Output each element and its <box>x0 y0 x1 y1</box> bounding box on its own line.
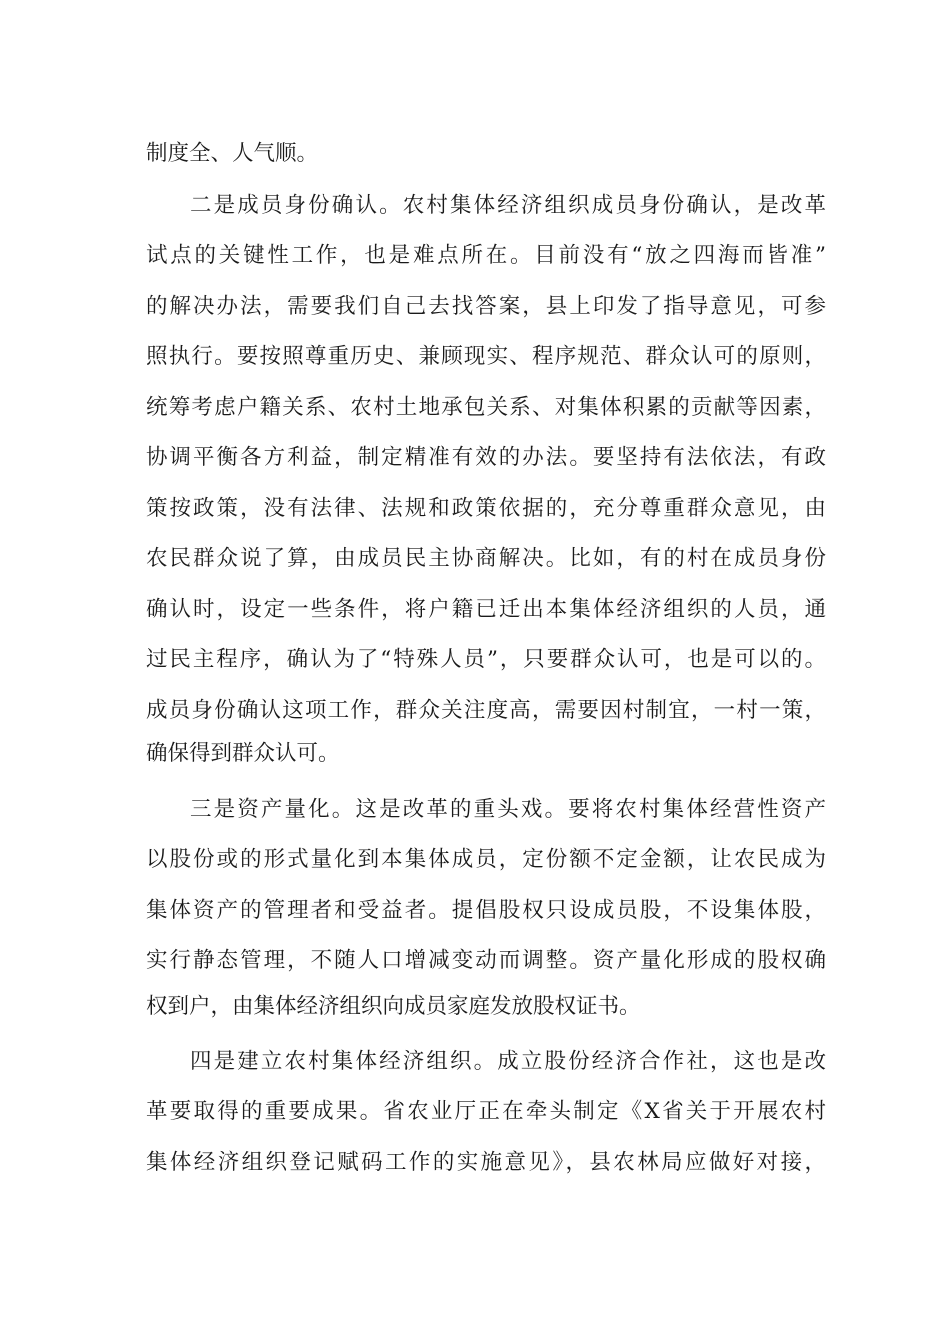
paragraph-start-line: 四是建立农村集体经济组织。成立股份经济合作社，这也是改 <box>190 1049 826 1074</box>
text-line: 协调平衡各方利益，制定精准有效的办法。要坚持有法依法，有政 <box>146 445 826 470</box>
text-line: 制度全、人气顺。 <box>146 141 319 166</box>
text-line: 农民群众说了算，由成员民主协商解决。比如，有的村在成员身份 <box>146 546 826 571</box>
text-line: 的解决办法，需要我们自己去找答案，县上印发了指导意见，可参 <box>146 294 826 319</box>
text-line: 策按政策，没有法律、法规和政策依据的，充分尊重群众意见，由 <box>146 496 826 521</box>
text-line: 过民主程序，确认为了“特殊人员”，只要群众认可，也是可以的。 <box>146 647 826 672</box>
text-line: 以股份或的形式量化到本集体成员，定份额不定金额，让农民成为 <box>146 847 826 872</box>
text-line: 权到户，由集体经济组织向成员家庭发放股权证书。 <box>146 994 641 1019</box>
text-line: 试点的关键性工作，也是难点所在。目前没有“放之四海而皆准” <box>146 243 826 268</box>
text-line: 集体资产的管理者和受益者。提倡股权只设成员股，不设集体股， <box>146 898 826 923</box>
paragraph-start-line: 三是资产量化。这是改革的重头戏。要将农村集体经营性资产 <box>190 797 826 822</box>
text-line: 照执行。要按照尊重历史、兼顾现实、程序规范、群众认可的原则， <box>146 344 826 369</box>
paragraph-start-line: 二是成员身份确认。农村集体经济组织成员身份确认，是改革 <box>190 193 826 218</box>
text-line: 实行静态管理，不随人口增减变动而调整。资产量化形成的股权确 <box>146 948 826 973</box>
text-line: 统筹考虑户籍关系、农村土地承包关系、对集体积累的贡献等因素， <box>146 395 826 420</box>
text-line: 确保得到群众认可。 <box>146 741 340 766</box>
text-line: 集体经济组织登记赋码工作的实施意见》，县农林局应做好对接， <box>146 1150 826 1175</box>
text-line: 革要取得的重要成果。省农业厅正在牵头制定《X省关于开展农村 <box>146 1099 826 1124</box>
text-line: 成员身份确认这项工作，群众关注度高，需要因村制宜，一村一策， <box>146 698 826 723</box>
text-line: 确认时，设定一些条件，将户籍已迁出本集体经济组织的人员，通 <box>146 597 826 622</box>
